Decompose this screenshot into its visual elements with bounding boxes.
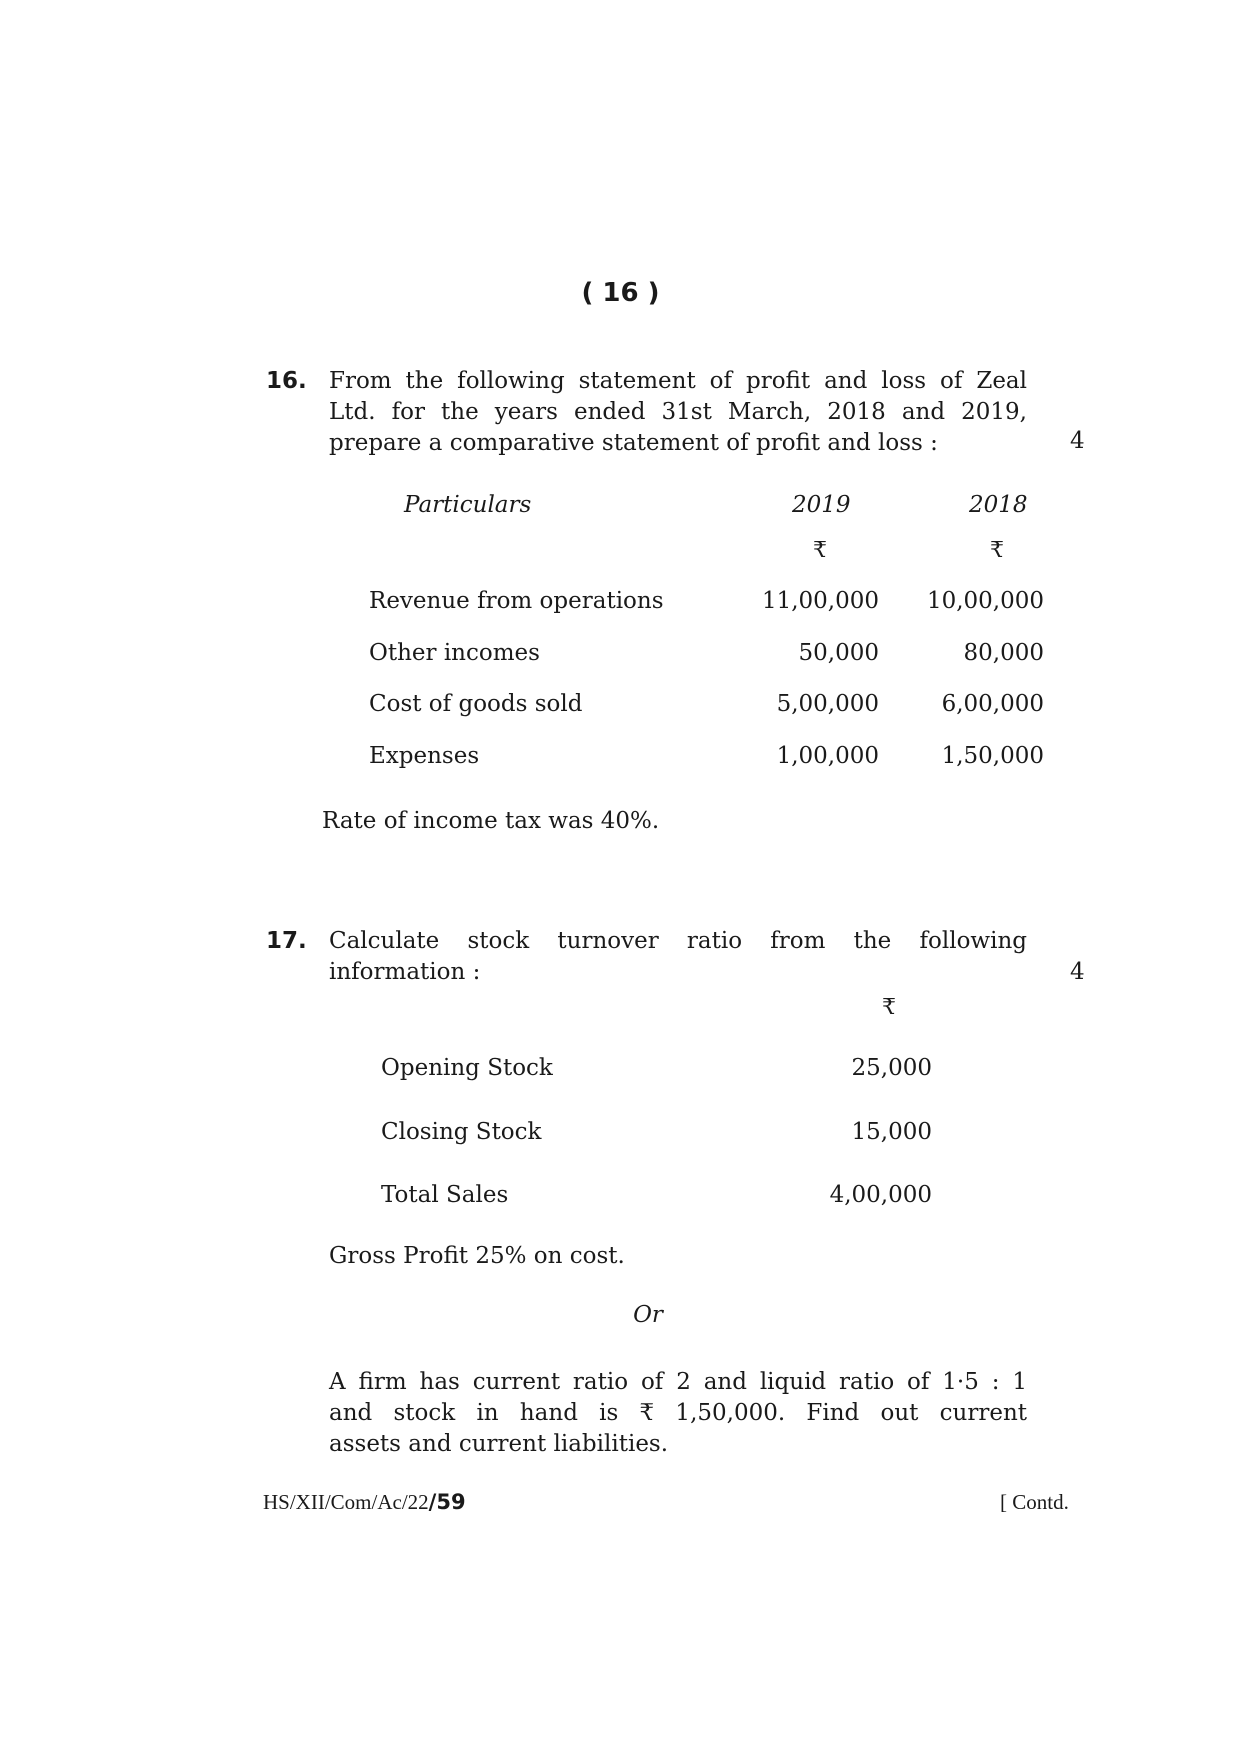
- question-17-alternative: [329, 1367, 1027, 1460]
- table-cell-2019: 50,000: [798, 640, 879, 666]
- list-item-value: 4,00,000: [829, 1182, 932, 1208]
- table-row-label: Cost of goods sold: [369, 691, 583, 717]
- question-16-text: [329, 366, 1027, 459]
- alternative-line-2: and stock in hand is ₹ 1,50,000. Find out current: [329, 1400, 1027, 1426]
- table-header-2019: 2019: [792, 492, 851, 518]
- rupee-icon: ₹: [813, 538, 827, 563]
- alternative-line-1: A firm has current ratio of 2 and liquid ratio of 1·5 : 1: [329, 1369, 1027, 1395]
- question-17-line-1: Calculate stock turnover ratio from the following: [329, 928, 1027, 954]
- table-cell-2018: 6,00,000: [941, 691, 1044, 717]
- question-17-note: Gross Profit 25% on cost.: [329, 1243, 625, 1269]
- table-cell-2018: 80,000: [963, 640, 1044, 666]
- table-cell-2019: 5,00,000: [776, 691, 879, 717]
- list-item-value: 15,000: [851, 1119, 932, 1145]
- footer-code-text: HS/XII/Com/Ac/22: [263, 1490, 429, 1514]
- table-header-2018: 2018: [969, 492, 1028, 518]
- question-17-number: 17.: [266, 928, 307, 954]
- question-16-line-3: prepare a comparative statement of profit and loss :: [329, 430, 938, 456]
- question-16-line-1: From the following statement of profit and loss of Zeal: [329, 368, 1027, 394]
- table-cell-2019: 1,00,000: [776, 743, 879, 769]
- question-17-line-2: information :: [329, 959, 481, 985]
- table-cell-2018: 1,50,000: [941, 743, 1044, 769]
- question-16-number: 16.: [266, 368, 307, 394]
- rupee-icon: ₹: [990, 538, 1004, 563]
- list-item-label: Closing Stock: [381, 1119, 542, 1145]
- alternative-line-3: assets and current liabilities.: [329, 1431, 669, 1457]
- table-cell-2019: 11,00,000: [761, 588, 879, 614]
- footer-code-bold: /59: [428, 1490, 466, 1514]
- page-number: ( 16 ): [581, 278, 660, 308]
- question-16-line-2: Ltd. for the years ended 31st March, 2018 and 2019,: [329, 399, 1027, 425]
- question-16-note: Rate of income tax was 40%.: [322, 808, 660, 834]
- question-17-marks: 4: [1070, 959, 1085, 985]
- table-row-label: Other incomes: [369, 640, 540, 666]
- rupee-icon: ₹: [882, 995, 896, 1020]
- table-row-label: Revenue from operations: [369, 588, 664, 614]
- footer-code: [263, 1490, 466, 1515]
- list-item-label: Opening Stock: [381, 1055, 553, 1081]
- question-16-marks: 4: [1070, 428, 1085, 454]
- list-item-label: Total Sales: [381, 1182, 509, 1208]
- table-row-label: Expenses: [369, 743, 480, 769]
- list-item-value: 25,000: [851, 1055, 932, 1081]
- question-17-text: [329, 926, 1027, 988]
- table-header-particulars: Particulars: [404, 492, 532, 518]
- table-cell-2018: 10,00,000: [926, 588, 1044, 614]
- footer-contd: [ Contd.: [1000, 1490, 1069, 1514]
- or-separator: Or: [633, 1302, 663, 1328]
